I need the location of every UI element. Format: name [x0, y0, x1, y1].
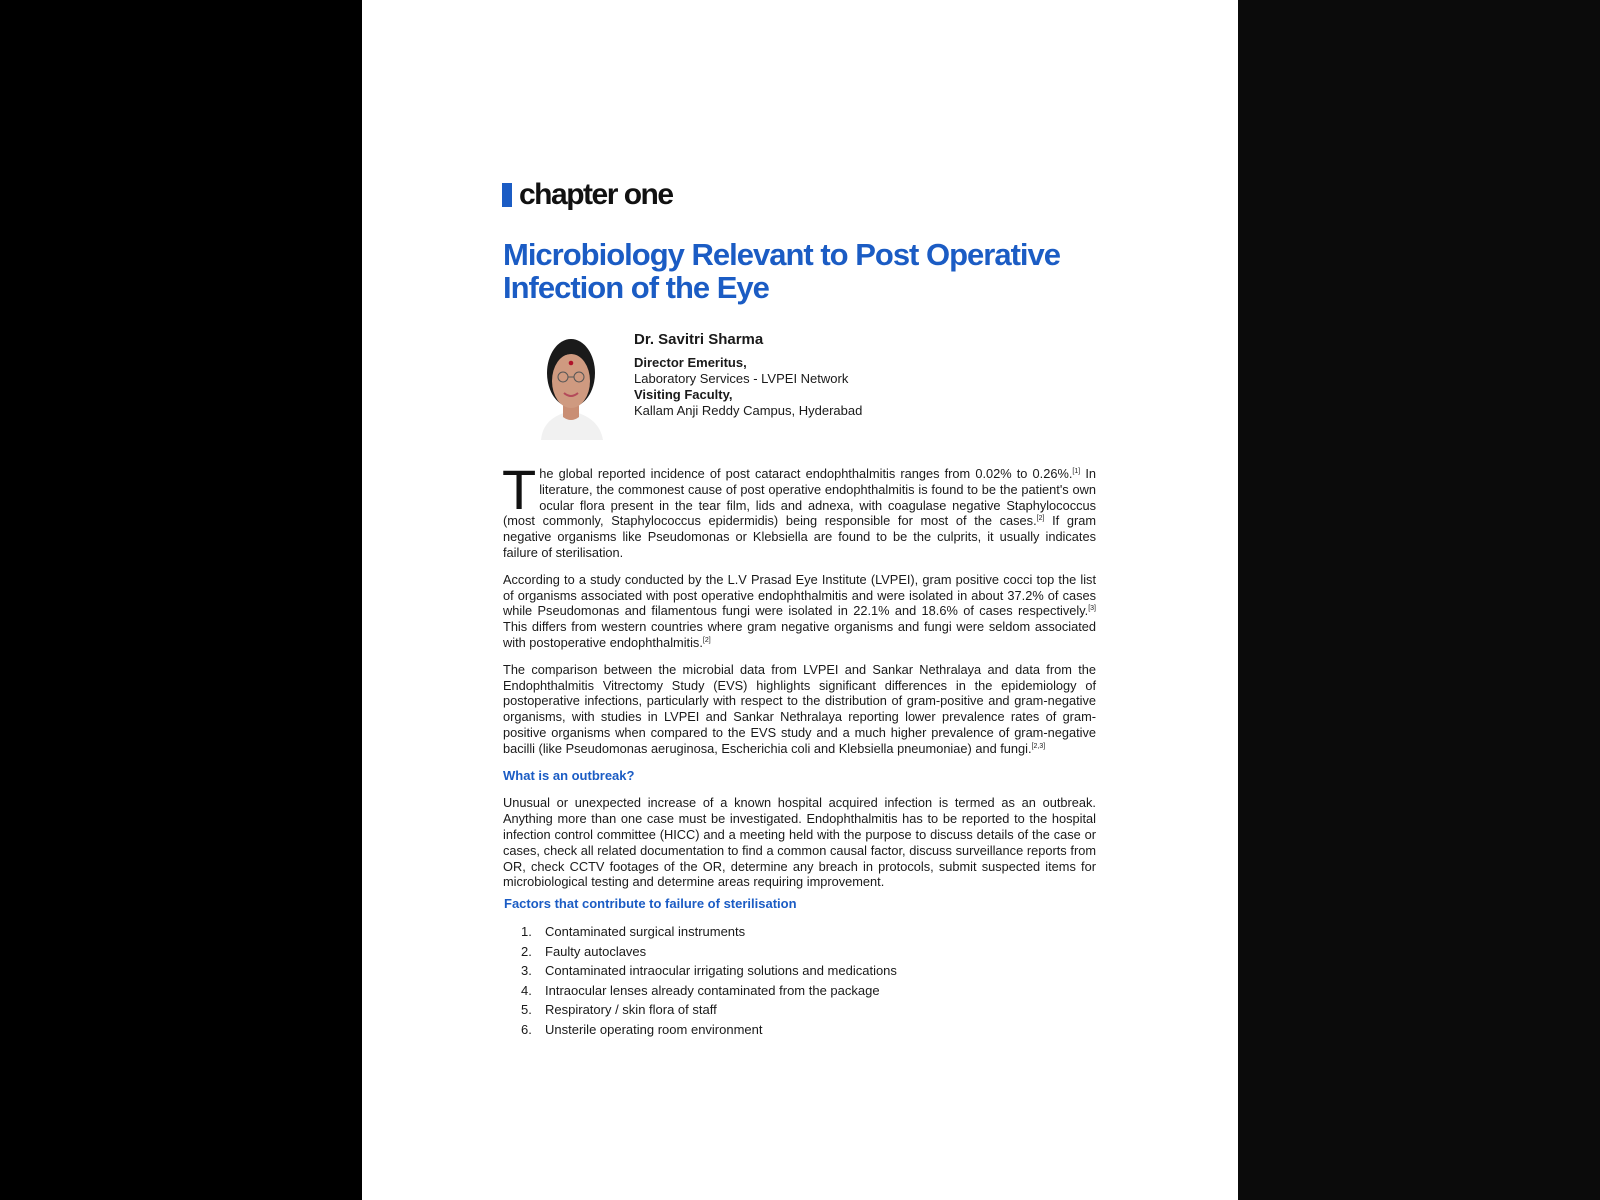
author-role-2-title: Visiting Faculty,	[634, 387, 733, 402]
author-role-2-detail: Kallam Anji Reddy Campus, Hyderabad	[634, 403, 863, 418]
section-heading-outbreak: What is an outbreak?	[503, 767, 635, 783]
author-photo	[533, 325, 609, 440]
citation-3: [3]	[1088, 605, 1096, 613]
left-margin-background	[0, 0, 362, 1200]
document-page	[362, 0, 1238, 1200]
article-body	[502, 458, 1096, 1039]
author-block	[503, 325, 1096, 440]
list-item	[503, 961, 1096, 981]
paragraph-1-text-a: he global reported incidence of post cataract endophthalmitis ranges from 0.02% to 0.26%.	[539, 466, 1073, 481]
factors-list	[503, 922, 1096, 1040]
author-info	[634, 331, 862, 419]
paragraph-1-text-c: If gram negative organisms like Pseudomonas or Klebsiella are found to be the culprits, it usually indicates failure of sterilisation.	[503, 513, 1096, 560]
paragraph-3-text: The comparison between the microbial data from LVPEI and Sankar Nethralaya and data from the Endophthalmitis Vitrectomy Study (EVS) highlights significant differences in the epidemiology of postoperative infections, particularly with respect to the distribution of gram-positive and gram-negative organisms, with studies in LVPEI and Sankar Nethralaya reporting lower prevalence rates of gram-positive organisms when compared to the EVS study and a much higher prevalence of gram-negative bacilli (like Pseudomonas aeruginosa, Escherichia coli and Klebsiella pneumoniae) and fungi.	[503, 661, 1096, 756]
list-item-number: 1.	[521, 923, 532, 939]
author-role-1-title: Director Emeritus,	[634, 355, 747, 370]
list-item-text: Intraocular lenses already contaminated from the package	[545, 982, 880, 998]
list-item	[503, 942, 1096, 962]
paragraph-4: Unusual or unexpected increase of a known hospital acquired infection is termed as an outbreak. Anything more than one case must be investigated. Endophthalmitis has to be reported to the hospital infection control committee (HICC) and a meeting held with the purpose to discuss details of the case or cases, check all related documentation to find a common causal factor, discuss surveillance reports from OR, check CCTV footages of the OR, determine any breach in protocols, submit suspected items for microbiological testing and determine areas requiring improvement.	[503, 795, 1096, 890]
list-item	[503, 922, 1096, 942]
paragraph-2	[503, 572, 1096, 651]
paragraph-2-text-b: This differs from western countries where gram negative organisms and fungi were seldom associated with postoperative endophthalmitis.	[503, 619, 1096, 650]
paragraph-3	[503, 662, 1096, 757]
list-item-text: Contaminated surgical instruments	[545, 923, 746, 939]
chapter-text: chapter one	[519, 178, 673, 211]
list-item-number: 5.	[521, 1002, 532, 1018]
author-name: Dr. Savitri Sharma	[634, 331, 764, 348]
list-item	[503, 981, 1096, 1001]
list-item-text: Contaminated intraocular irrigating solutions and medications	[545, 963, 897, 979]
list-item	[503, 1020, 1096, 1040]
citation-4: [2]	[702, 636, 711, 644]
author-role-1-detail: Laboratory Services - LVPEI Network	[634, 371, 849, 386]
chapter-label	[502, 178, 673, 212]
section-heading-factors: Factors that contribute to failure of sterilisation	[504, 896, 797, 912]
list-item-number: 3.	[521, 963, 532, 979]
paragraph-2-text-a: According to a study conducted by the L.V Prasad Eye Institute (LVPEI), gram positive cocci top the list of organisms associated with post operative endophthalmitis and were isolated in about 37.2% of cases while Pseudomonas and filamentous fungi were isolated in 22.1% and 18.6% of cases respectively.	[503, 571, 1096, 619]
list-item-number: 2.	[521, 943, 532, 959]
right-margin-background	[1238, 0, 1600, 1200]
paragraph-1	[502, 458, 1096, 561]
paragraph-1-text-b: In literature, the commonest cause of post operative endophthalmitis is found to be the patient's own ocular flora present in the tear film, lids and adnexa, with coagulase negative Staphylococcus (most commonly, Staphylococcus epidermidis) being responsible for most of the cases.	[503, 466, 1096, 529]
citation-1: [1]	[1072, 468, 1081, 475]
list-item-text: Respiratory / skin flora of staff	[545, 1002, 717, 1018]
list-item-text: Unsterile operating room environment	[545, 1021, 763, 1037]
citation-5: [2,3]	[1031, 742, 1046, 750]
page-title: Microbiology Relevant to Post Operative Infection of the Eye	[503, 237, 1061, 305]
citation-2: [2]	[1036, 515, 1045, 523]
drop-cap: T	[502, 458, 537, 521]
list-item-text: Faulty autoclaves	[545, 943, 647, 959]
list-item	[503, 1000, 1096, 1020]
list-item-number: 4.	[521, 982, 532, 998]
chapter-accent-bar	[502, 183, 512, 207]
list-item-number: 6.	[521, 1021, 532, 1037]
